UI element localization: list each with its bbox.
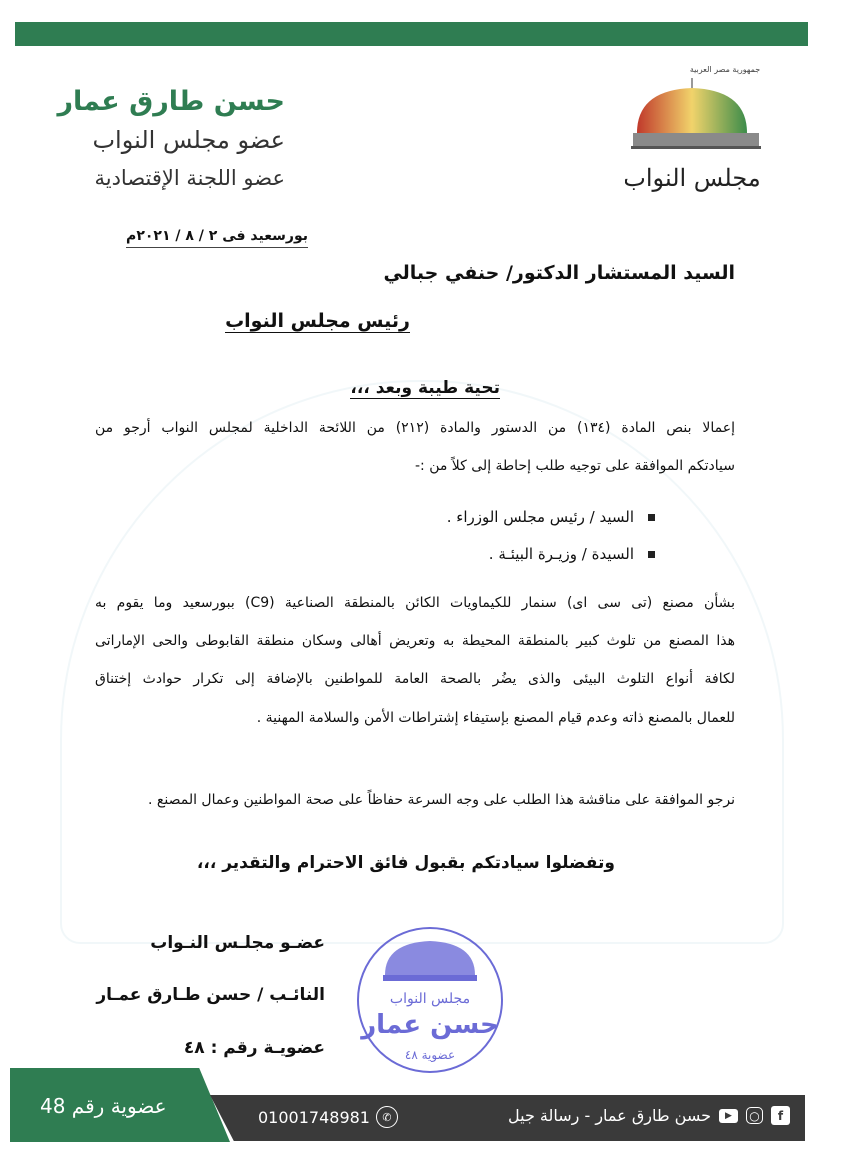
official-stamp — [355, 925, 505, 1075]
signature-membership: عضويـة رقم : ٤٨ — [183, 1038, 325, 1058]
logo-top-text: جمهورية مصر العربية — [689, 65, 761, 74]
body-line: هذا المصنع من تلوث كبير بالمنطقة المحيطة به وتعريض أهالى وسكان منطقة القابوطى والحى الإماراتى — [95, 633, 735, 649]
body-line: بشأن مصنع (تى سى اى) سنمار للكيماويات الكائن بالمنطقة الصناعية (C9) ببورسعيد وما يقوم به — [95, 595, 735, 611]
letter-date: بورسعيد فى ٢ / ٨ / ٢٠٢١م — [126, 228, 308, 248]
recipient-label: السيدة / وزيـرة البيئـة . — [488, 545, 634, 563]
footer-membership: عضوية رقم 48 — [40, 1094, 167, 1118]
sender-committee: عضو اللجنة الإقتصادية — [94, 166, 285, 190]
phone-icon: ✆ — [376, 1106, 398, 1128]
body-line: لكافة أنواع التلوث البيئى والذى يضُر بالصحة العامة للمواطنين بالإضافة إلى تكرار حوادث إختناق — [95, 671, 735, 687]
greeting: تحية طيبة وبعد ،،، — [350, 378, 500, 398]
closing-line: وتفضلوا سيادتكم بقبول فائق الاحترام والتقدير ،،، — [196, 853, 615, 873]
stamp-name-text: حسن عمار — [361, 1010, 499, 1040]
parliament-logo — [625, 58, 770, 203]
sender-role: عضو مجلس النواب — [92, 126, 285, 154]
top-green-bar — [15, 22, 808, 46]
recipient-item — [447, 508, 655, 526]
facebook-icon[interactable]: f — [771, 1106, 790, 1125]
logo-text: مجلس النواب — [625, 164, 761, 192]
body-line: للعمال بالمصنع ذاته وعدم قيام المصنع بإستيفاء إشتراطات الأمن والسلامة المهنية . — [256, 710, 735, 726]
addressee-name: السيد المستشار الدكتور/ حنفي جبالي — [383, 262, 735, 284]
request-line: نرجو الموافقة على مناقشة هذا الطلب على وجه السرعة حفاظاً على صحة المواطنين وعمال المصنع . — [148, 792, 735, 808]
recipient-item — [489, 545, 655, 563]
instagram-icon[interactable]: ○ — [746, 1107, 763, 1124]
addressee-title: رئيس مجلس النواب — [225, 310, 410, 332]
recipient-label: السيد / رئيس مجلس الوزراء . — [446, 508, 634, 526]
stamp-top-text: مجلس النواب — [389, 991, 471, 1007]
social-account-name: حسن طارق عمار - رسالة جيل — [508, 1106, 711, 1125]
signature-title: عضـو مجلـس النـواب — [150, 933, 325, 953]
sender-name: حسن طارق عمار — [57, 86, 285, 117]
bullet-square-icon — [648, 551, 655, 558]
phone-number: 01001748981 — [258, 1107, 370, 1127]
stamp-bottom-text: عضوية ٤٨ — [404, 1048, 456, 1062]
bullet-square-icon — [648, 514, 655, 521]
footer-social — [508, 1106, 790, 1125]
signature-name: النائـب / حسن طـارق عمـار — [96, 985, 325, 1005]
youtube-icon[interactable]: ▶ — [719, 1109, 738, 1123]
intro-line: إعمالا بنص المادة (١٣٤) من الدستور والمادة (٢١٢) من اللائحة الداخلية لمجلس النواب أرجو من — [95, 420, 735, 436]
intro-line: سيادتكم الموافقة على توجيه طلب إحاطة إلى كلاً من :- — [414, 458, 735, 474]
footer-phone — [258, 1106, 398, 1128]
